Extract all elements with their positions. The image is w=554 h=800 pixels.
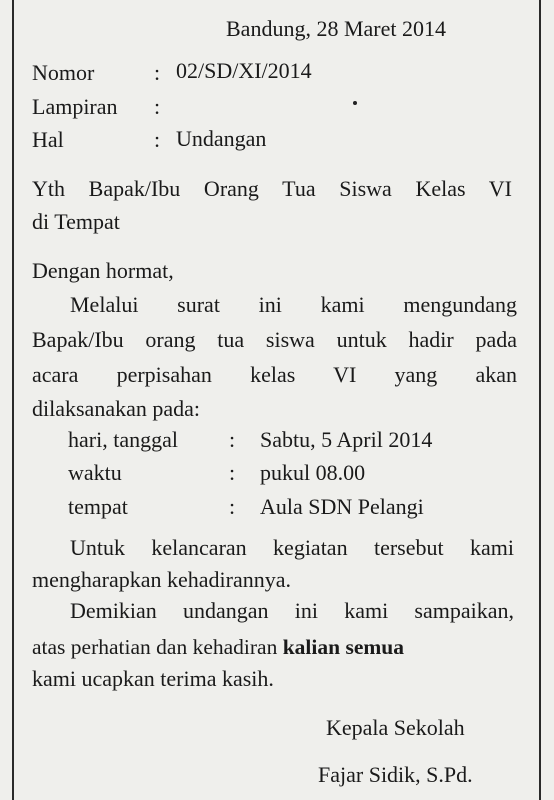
nomor-label: Nomor	[32, 60, 95, 85]
paragraph-1-line-3: acara perpisahan kelas VI yang akan	[32, 362, 517, 387]
paragraph-1-line-1: Melalui surat ini kami mengundang	[70, 292, 517, 317]
event-colon-day-date: :	[229, 427, 236, 452]
nomor-colon: :	[154, 60, 161, 85]
hal-label: Hal	[32, 127, 64, 152]
place-date: Bandung, 28 Maret 2014	[226, 16, 446, 41]
paragraph-3-line-2-text: atas perhatian dan kehadiran	[32, 635, 283, 659]
paragraph-1-line-4: dilaksanakan pada:	[32, 396, 200, 421]
hal-colon: :	[154, 127, 161, 152]
event-value-place: Aula SDN Pelangi	[260, 494, 424, 519]
event-value-day-date: Sabtu, 5 April 2014	[260, 427, 433, 452]
hal-value: Undangan	[176, 126, 267, 151]
signature-name: Fajar Sidik, S.Pd.	[318, 762, 473, 787]
event-label-time: waktu	[68, 460, 122, 485]
emphasis-text: kalian semua	[282, 635, 404, 659]
paragraph-3-line-2	[32, 637, 404, 659]
nomor-value: 02/SD/XI/2014	[176, 58, 312, 83]
paragraph-3-line-1: Demikian undangan ini kami sampaikan,	[70, 598, 514, 623]
signature-title: Kepala Sekolah	[326, 715, 465, 740]
recipient-line-2: di Tempat	[32, 209, 120, 234]
event-value-time: pukul 08.00	[260, 460, 366, 485]
paragraph-3-line-3: kami ucapkan terima kasih.	[32, 666, 274, 691]
greeting: Dengan hormat,	[32, 258, 174, 283]
event-label-place: tempat	[68, 494, 128, 519]
ink-dot	[353, 101, 357, 105]
paragraph-1-line-2: Bapak/Ibu orang tua siswa untuk hadir pada	[32, 327, 517, 352]
event-label-day-date: hari, tanggal	[68, 427, 178, 452]
paragraph-2-line-2: mengharapkan kehadirannya.	[32, 567, 291, 592]
lampiran-label: Lampiran	[32, 94, 118, 119]
event-colon-place: :	[229, 494, 236, 519]
event-colon-time: :	[229, 460, 236, 485]
recipient-line-1: Yth Bapak/Ibu Orang Tua Siswa Kelas VI	[32, 176, 512, 201]
paragraph-2-line-1: Untuk kelancaran kegiatan tersebut kami	[70, 535, 514, 560]
lampiran-colon: :	[154, 94, 161, 119]
